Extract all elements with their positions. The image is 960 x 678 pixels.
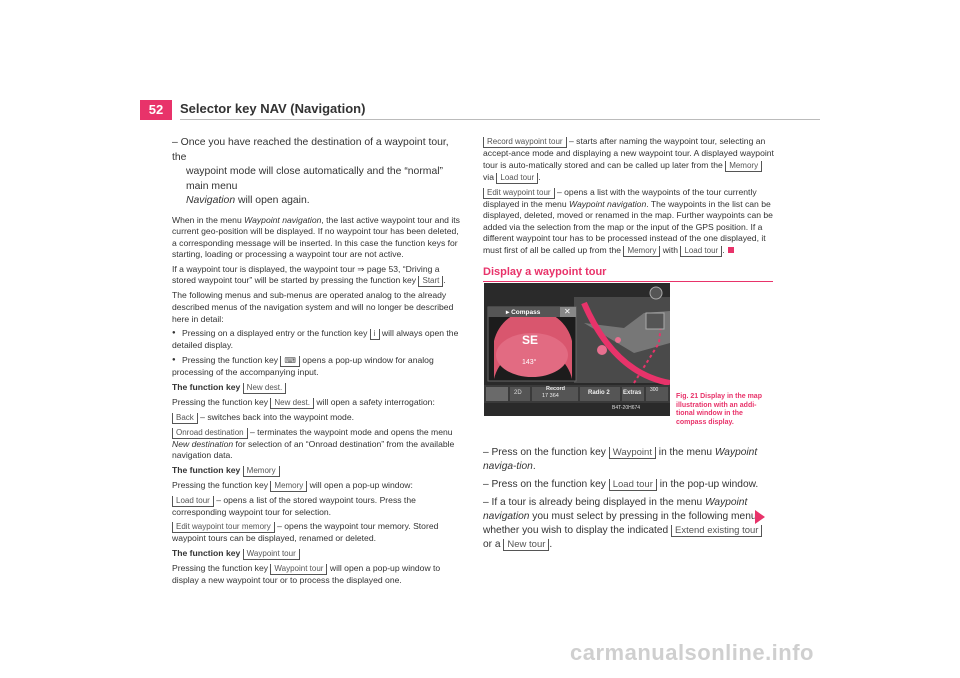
load-tour-key-right-2: Load tour — [680, 246, 722, 257]
paragraph-back: Back – switches back into the waypoint mode. — [172, 412, 464, 424]
compass-degrees: 143° — [522, 359, 537, 366]
paragraph-load-tour: Load tour – opens a list of the stored waypoint tours. Press the corresponding waypoint tour for selection. — [172, 494, 416, 517]
waypoint-tour-key-inline: Waypoint tour — [270, 564, 327, 575]
navigation-screen-figure — [484, 283, 670, 416]
lead-line-1: – Once you have reached the destination of a waypoint tour, the — [172, 137, 449, 163]
extras-button-label: Extras — [623, 390, 642, 396]
paragraph-onroad: Onroad destination – terminates the waypoint mode and opens the menu New destination for selection of an “Onroad destination” from the available navigation data. — [172, 426, 455, 461]
section-end-mark — [728, 247, 734, 253]
close-icon: ✕ — [564, 307, 571, 316]
load-tour-key-step: Load tour — [609, 479, 657, 491]
paragraph-1: When in the menu Waypoint navigation, the last active waypoint tour and its current geo-position will be displayed. If no waypoint tour has been deleted, a corresponding message will be inserted. In this case the function keys for starting, loading or processing a waypoint tour are not active. — [172, 214, 460, 260]
paragraph-4: Pressing the function key New dest. will open a safety interrogation: — [172, 396, 435, 407]
record-waypoint-tour-key: Record waypoint tour — [483, 137, 567, 148]
watermark: carmanualsonline.info — [570, 640, 814, 665]
figure-code: B4T-20H674 — [612, 405, 641, 411]
new-tour-key: New tour — [503, 539, 549, 551]
compass-heading: SE — [522, 333, 539, 347]
start-key: Start — [418, 276, 443, 287]
compass-label: ▸ Compass — [506, 309, 541, 316]
extend-existing-tour-key: Extend existing tour — [671, 525, 762, 537]
step-2: – Press on the function key Load tour in the pop-up window. — [483, 479, 759, 490]
lead-line-2: waypoint mode will close automatically and the “normal” main menu — [186, 166, 443, 192]
figure-caption: Fig. 21 Display in the map illustration with an addi-tional window in the compass display. — [676, 393, 762, 426]
paragraph-edit: Edit waypoint tour – opens a list with the waypoints of the tour currently displayed in the menu Waypoint navigation. The waypoints in the list can be displayed, deleted, moved or renamed in the map. Further waypoints can be added via the selection from the map or the input of the GPS position. If a different waypoint tour has to be processed instead of the one displayed, it must first of all be called up from the Memory with Load tour . — [483, 186, 773, 255]
back-key: Back — [172, 413, 198, 424]
section-divider — [483, 281, 773, 282]
memory-key-right: Memory — [725, 161, 762, 172]
heading-memory: The function key Memory — [172, 465, 464, 477]
paragraph-10: Pressing the function key Waypoint tour will open a pop-up window to display a new waypoint tour or to process the displayed one. — [172, 562, 441, 585]
header-divider — [180, 119, 820, 120]
lead-line-3: will open again. — [235, 195, 310, 206]
map-illustration — [484, 283, 670, 416]
paragraph-7: Pressing the function key Memory will open a pop-up window: — [172, 479, 413, 490]
paragraph-2: If a waypoint tour is displayed, the waypoint tour ⇒ page 53, “Driving a stored waypoint tour” will be started by pressing the function key Start . — [172, 263, 446, 286]
radio-button-label: Radio 2 — [588, 390, 610, 396]
memory-key-inline: Memory — [270, 481, 307, 492]
load-tour-key-right: Load tour — [496, 173, 538, 184]
heading-new-dest: The function key New dest. — [172, 382, 464, 394]
page-number: 52 — [140, 100, 172, 120]
paragraph-record: Record waypoint tour – starts after naming the waypoint tour, selecting an accept-ance mode and displaying a new waypoint tour. A displayed waypoint tour is auto-matically stored and can be called up later from the Memory via Load tour . — [483, 136, 774, 182]
lead-step — [172, 136, 464, 209]
page-title: Selector key NAV (Navigation) — [180, 101, 366, 116]
new-dest-key: New dest. — [243, 383, 287, 394]
next-page-arrow-icon — [755, 510, 765, 524]
step-3: – If a tour is already being displayed in the menu Waypoint navigation you must select by pressing in the following menu whether you wish to display the indicated Extend existing tour or a New tour . — [483, 496, 773, 552]
steps — [483, 446, 773, 555]
mode-2d-button: 2D — [514, 390, 522, 396]
memory-key: Memory — [243, 466, 280, 477]
edit-waypoint-tour-memory-key: Edit waypoint tour memory — [172, 522, 275, 533]
memory-key-right-2: Memory — [623, 246, 660, 257]
paragraph-3: The following menus and sub-menus are operated analog to the already described menus of the navigation system and will no longer be described here in detail: — [172, 290, 454, 324]
onroad-destination-key: Onroad destination — [172, 428, 248, 439]
waypoint-key: Waypoint — [609, 447, 656, 459]
info-key: i — [370, 329, 380, 340]
bullet-2: ● Pressing the function key ⌨ opens a pop-up window for analog processing of the accompanying input. — [172, 355, 464, 379]
bullet-1: ● Pressing on a displayed entry or the function key i will always open the detailed display. — [172, 328, 464, 352]
heading-waypoint-tour: The function key Waypoint tour — [172, 548, 464, 560]
step-1: – Press on the function key Waypoint in the menu Waypoint naviga-tion. — [483, 447, 758, 472]
keyboard-icon: ⌨ — [280, 356, 300, 367]
waypoint-tour-key: Waypoint tour — [243, 549, 300, 560]
paragraph-edit-memory: Edit waypoint tour memory – opens the waypoint tour memory. Stored waypoint tours can be displayed, renamed or deleted. — [172, 521, 439, 544]
section-heading: Display a waypoint tour — [483, 265, 607, 278]
record-values: 17 364 — [542, 393, 559, 399]
record-label: Record — [546, 386, 565, 392]
lead-italic: Navigation — [186, 195, 236, 206]
right-column — [483, 136, 775, 288]
left-column — [172, 136, 464, 590]
new-dest-key-inline: New dest. — [270, 398, 314, 409]
map-scale: 300 — [650, 387, 659, 393]
edit-waypoint-tour-key: Edit waypoint tour — [483, 188, 555, 199]
load-tour-key: Load tour — [172, 496, 214, 507]
